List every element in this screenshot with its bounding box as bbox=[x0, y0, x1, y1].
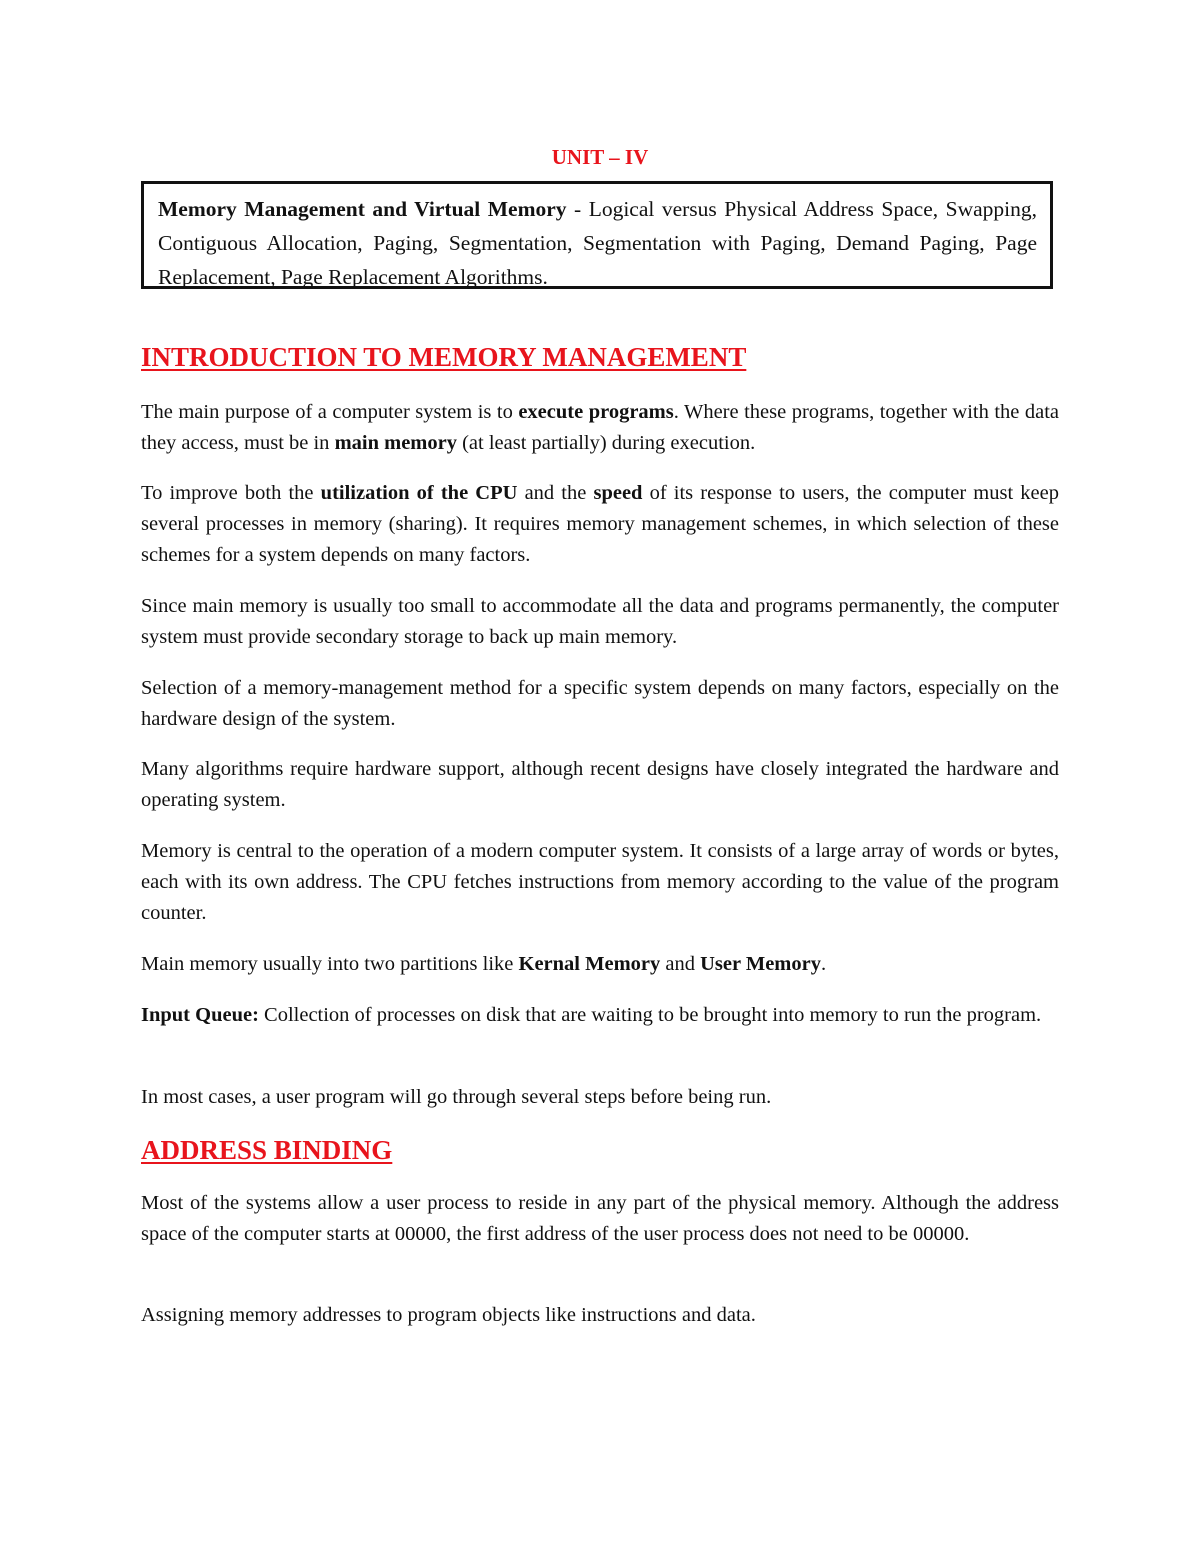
text-run: and the bbox=[517, 482, 594, 504]
text-run: (at least partially) during execution. bbox=[456, 432, 756, 454]
paragraph-steps: In most cases, a user program will go through several steps before being run. bbox=[141, 1086, 772, 1108]
paragraph-hardware-support: Many algorithms require hardware support, although recent designs have closely integrated the hardware and operating system. bbox=[141, 758, 1059, 811]
text-run: and bbox=[660, 953, 701, 975]
bold-run: execute programs bbox=[518, 401, 674, 423]
heading-address-binding: ADDRESS BINDING bbox=[141, 1135, 393, 1165]
bold-run: main memory bbox=[334, 432, 457, 454]
text-run: The main purpose of a computer system is to bbox=[141, 401, 519, 423]
paragraph-partitions bbox=[141, 949, 1059, 980]
unit-title: UNIT – IV bbox=[551, 145, 649, 169]
paragraph-secondary-storage: Since main memory is usually too small to accommodate all the data and programs permanently, the computer system must provide secondary storage to back up main memory. bbox=[141, 595, 1059, 648]
text-run: . Where these programs, together with the data they access, must be in bbox=[141, 401, 1060, 454]
syllabus-topic: Memory Management and Virtual Memory bbox=[158, 197, 567, 221]
heading-introduction: INTRODUCTION TO MEMORY MANAGEMENT bbox=[141, 342, 747, 372]
text-run: To improve both the bbox=[141, 482, 321, 504]
text-run: of its response to users, the computer must keep several processes in memory (sharing). It requires memory management schemes, in which selection of these schemes for a system depends on many factors. bbox=[141, 482, 1060, 566]
paragraph-assigning: Assigning memory addresses to program objects like instructions and data. bbox=[141, 1304, 756, 1326]
text-run: Main memory usually into two partitions like bbox=[141, 953, 519, 975]
text-run: . bbox=[820, 953, 827, 975]
syllabus-contents: - Logical versus Physical Address Space, Swapping, Contiguous Allocation, Paging, Segmentation, Segmentation with Paging, Demand Paging, Page Replacement, Page Replacement Algorithms. bbox=[158, 197, 1037, 289]
paragraph-memory-central: Memory is central to the operation of a modern computer system. It consists of a large array of words or bytes, each with its own address. The CPU fetches instructions from memory according to the value of the program counter. bbox=[141, 840, 1059, 924]
paragraph-physical-memory: Most of the systems allow a user process to reside in any part of the physical memory. Although the address space of the computer starts at 00000, the first address of the user process does not need to be 00000. bbox=[141, 1192, 1059, 1245]
paragraph-input-queue bbox=[141, 1000, 1059, 1031]
paragraph-selection: Selection of a memory-management method for a specific system depends on many factors, especially on the hardware design of the system. bbox=[141, 677, 1059, 730]
paragraph-utilization bbox=[141, 478, 1059, 571]
text-run: Collection of processes on disk that are waiting to be brought into memory to run the program. bbox=[258, 1004, 1042, 1026]
bold-run: Input Queue: bbox=[141, 1004, 259, 1026]
bold-run: utilization of the CPU bbox=[320, 482, 518, 504]
bold-run: User Memory bbox=[700, 953, 821, 975]
syllabus-box bbox=[141, 181, 1053, 289]
paragraph-purpose bbox=[141, 397, 1059, 459]
bold-run: Kernal Memory bbox=[518, 953, 661, 975]
bold-run: speed bbox=[593, 482, 643, 504]
